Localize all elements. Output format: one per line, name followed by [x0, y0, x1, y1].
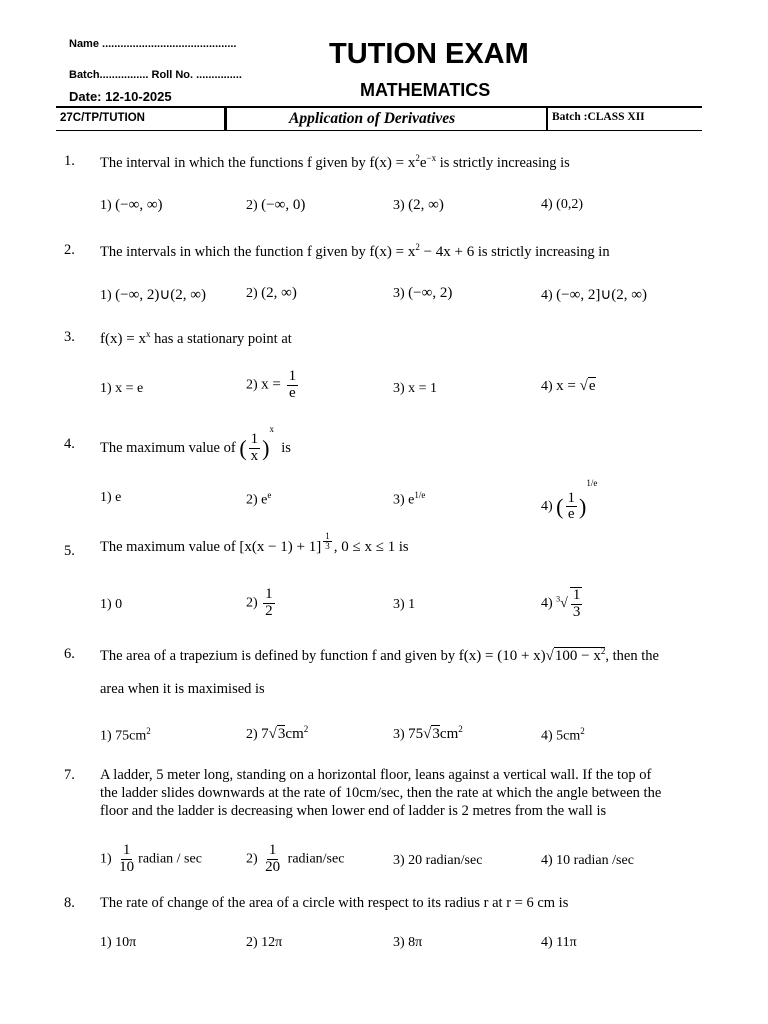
option: 3) (−∞, 2)	[393, 285, 453, 301]
question-text: The maximum value of [x(x − 1) + 1] $\frac{1}{3}$ , 0 ≤ x ≤ 1 is	[100, 531, 409, 555]
question-stem: The area of a trapezium is defined by function f and given by	[100, 648, 456, 664]
option: 2) x = $\frac{1}{e}$	[246, 368, 297, 401]
question-line: floor and the ladder is decreasing when lower end of ladder is 2 metres from the wall is	[100, 803, 607, 819]
exam-code: 27C/TP/TUTION	[60, 112, 145, 124]
option: 1) $\frac{1}{10}$ radian / sec	[100, 842, 202, 875]
option: 3) $e^{1/e}$	[393, 490, 426, 508]
option: 3) (2, ∞)	[393, 197, 444, 213]
option: 3) $75√3cm^2$	[393, 724, 463, 742]
question-stem-end: is	[398, 539, 409, 555]
option: 4) (0,2)	[541, 197, 583, 212]
question-stem-end: has a stationary point at	[154, 331, 292, 347]
option: 1) (−∞, 2)∪(2, ∞)	[100, 287, 206, 303]
option: 3) 8π	[393, 935, 423, 950]
question-stem: The maximum value of	[100, 539, 236, 555]
option: 3) x = 1	[393, 381, 438, 396]
option: 4) (−∞, 2]∪(2, ∞)	[541, 287, 647, 303]
question-stem: The intervals in which the function f given by	[100, 244, 366, 260]
header-divider	[224, 106, 227, 131]
option: 2) $\frac{1}{2}$	[246, 586, 273, 619]
option: 2) $e^e$	[246, 490, 272, 508]
question-text: The rate of change of the area of a circle with respect to its radius r at r = 6 cm is	[100, 895, 569, 911]
option: 4) 11π	[541, 935, 577, 950]
exam-date: Date: 12-10-2025	[69, 89, 172, 104]
question-stem: The maximum value of	[100, 440, 236, 456]
question-number: 8.	[64, 895, 75, 911]
option: 2) (−∞, 0)	[246, 197, 306, 213]
question-stem-end: is	[281, 440, 291, 456]
question-number: 5.	[64, 543, 75, 559]
question-number: 2.	[64, 242, 75, 258]
option: 4) ( $\frac{1}{e}$ )$^{1/e}$	[541, 478, 598, 523]
question-number: 3.	[64, 329, 75, 345]
option: 1) (−∞, ∞)	[100, 197, 163, 213]
option: 1) 0	[100, 597, 123, 612]
header-divider	[546, 106, 548, 131]
header-bottom-rule	[56, 130, 702, 131]
exam-subject: MATHEMATICS	[360, 80, 491, 100]
question-text: The interval in which the functions f given by $f(x) = x^2e^{-x}$ is strictly increasing is	[100, 153, 570, 171]
option: 4) 10 radian /sec	[541, 853, 634, 868]
question-text: The intervals in which the function f given by $f(x) = x^2 - 4x + 6$ is strictly increasing in	[100, 242, 610, 260]
option: 1) 10π	[100, 935, 137, 950]
chapter-title: Application of Derivatives	[289, 110, 456, 127]
question-stem-end: , then the	[605, 648, 659, 664]
question-stem-end: is strictly increasing is	[439, 155, 570, 171]
question-text-continued: area when it is maximised is	[100, 681, 265, 697]
option: 2) $\frac{1}{20}$ radian/sec	[246, 842, 345, 875]
option: 4) x = √e	[541, 378, 596, 394]
option: 4) $^3$√ $\frac{1}{3}$	[541, 587, 581, 620]
question-text: The area of a trapezium is defined by function f and given by $f(x) = (10 + x)√100 - x^2$, then the	[100, 646, 659, 664]
question-number: 1.	[64, 153, 75, 169]
option: 3) 1	[393, 597, 416, 612]
option: 2) 12π	[246, 935, 283, 950]
question-text: $f(x) = x^x$ has a stationary point at	[100, 329, 292, 347]
name-field: Name ............................................	[69, 38, 237, 50]
exam-title: TUTION EXAM	[329, 38, 529, 70]
option: 2) $7√3cm^2$	[246, 724, 309, 742]
option: 1) e	[100, 490, 122, 505]
batch-roll-field: Batch................ Roll No. ...............	[69, 69, 242, 81]
question-line: A ladder, 5 meter long, standing on a horizontal floor, leans against a vertical wall. If the top of	[100, 767, 652, 783]
question-number: 7.	[64, 767, 75, 783]
question-text: The maximum value of ( $\frac{1}{x}$ )$^x$ is	[100, 424, 291, 465]
question-line: the ladder slides downwards at the rate of 10cm/sec, then the rate at which the angle between the	[100, 785, 662, 801]
question-stem: The interval in which the functions f given by	[100, 155, 366, 171]
option: 2) (2, ∞)	[246, 285, 297, 301]
header-top-rule	[56, 106, 702, 108]
question-stem-end: is strictly increasing in	[477, 244, 610, 260]
question-number: 4.	[64, 436, 75, 452]
option: 1) $75cm^2$	[100, 726, 151, 744]
option: 4) $5cm^2$	[541, 726, 585, 744]
question-number: 6.	[64, 646, 75, 662]
batch-class: Batch :CLASS XII	[552, 111, 645, 123]
option: 3) 20 radian/sec	[393, 853, 483, 868]
option: 1) x = e	[100, 381, 144, 396]
